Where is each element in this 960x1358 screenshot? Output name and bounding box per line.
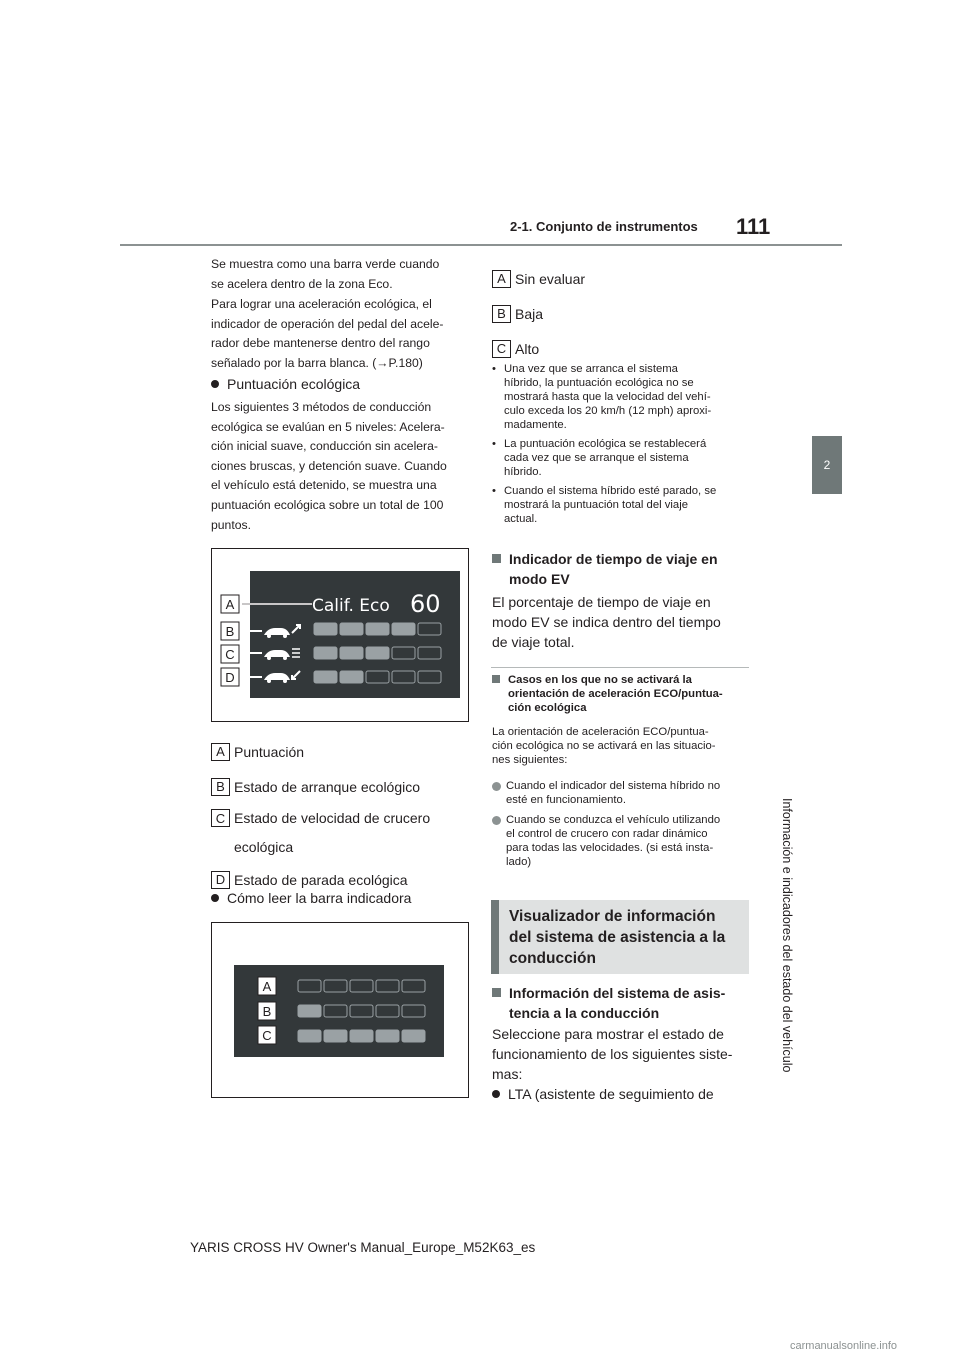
- level-segment: [340, 671, 363, 683]
- text-line: modo EV se indica dentro del tiempo: [492, 614, 721, 630]
- text-line: Indicador de tiempo de viaje en: [509, 551, 718, 567]
- level-segment: [366, 623, 389, 635]
- text-line: modo EV: [509, 571, 570, 587]
- text-line: actual.: [504, 513, 538, 525]
- level-segment: [350, 1030, 373, 1042]
- level-segment: [402, 1030, 425, 1042]
- text-line: mostrará hasta que la velocidad del vehí-: [504, 391, 711, 403]
- cases-list: [492, 779, 752, 869]
- label-text: Sin evaluar: [515, 270, 586, 287]
- text-line: Cuando se conduzca el vehículo utilizando: [506, 814, 721, 826]
- note-bullet: •: [492, 363, 496, 375]
- label-letter: A: [211, 743, 230, 761]
- text-line: funcionamiento de los siguientes siste-: [492, 1046, 733, 1062]
- fig2-letter-c-text: C: [262, 1028, 272, 1043]
- text-line: orientación de aceleración ECO/puntua-: [508, 688, 723, 700]
- eco-score-value: 60: [410, 590, 441, 618]
- heading-assist-info: [492, 983, 752, 1023]
- text-line: ecológica se evalúan en 5 niveles: Acelera-: [211, 419, 445, 434]
- fig1-letter-a-text: A: [225, 597, 235, 612]
- paragraph-eco-methods: [211, 398, 471, 535]
- heading-ev-indicator: [492, 549, 752, 589]
- fig1-letter-a: [221, 595, 239, 613]
- label-letter: B: [211, 778, 230, 796]
- text-line: híbrido.: [504, 466, 542, 478]
- text-line: Visualizador de información: [509, 908, 716, 925]
- bullet-icon: [492, 782, 501, 791]
- text-line: para todas las velocidades. (si está insta-: [506, 842, 714, 854]
- text-line: híbrido, la puntuación ecológica no se: [504, 377, 694, 389]
- bullet-icon: [211, 894, 219, 902]
- label-text: Estado de arranque ecológico: [234, 778, 421, 795]
- chapter-side-title: Información e indicadores del estado del vehículo: [780, 798, 794, 1073]
- text-line: esté en funcionamiento.: [506, 794, 626, 806]
- fig1-letter-c-text: C: [225, 647, 235, 662]
- heading-cases: [492, 673, 752, 715]
- fig1-letter-b: [221, 622, 239, 640]
- label-text: Estado de velocidad de crucero: [234, 810, 431, 826]
- text-line: Casos en los que no se activará la: [508, 674, 692, 686]
- page-number: 111: [736, 214, 771, 239]
- section-title: 2-1. Conjunto de instrumentos: [510, 219, 698, 234]
- paragraph-eco-acceleration: [211, 295, 471, 373]
- text-line: Para lograr una aceleración ecológica, el: [211, 297, 432, 311]
- figure-indicator-bar: [211, 922, 469, 1098]
- label-letter: C: [211, 809, 230, 827]
- watermark[interactable]: carmanualsonline.info: [790, 1340, 898, 1352]
- heading-row: [492, 983, 752, 1023]
- level-segment: [340, 623, 363, 635]
- label-text: Estado de parada ecológica: [234, 871, 408, 888]
- header-rule: [120, 244, 842, 246]
- text-line: mostrará la puntuación total del viaje: [504, 499, 688, 511]
- bullet-text: Puntuación ecológica: [227, 376, 361, 392]
- level-segment: [314, 647, 337, 659]
- bullet-eco-score: [211, 376, 360, 392]
- fig2-letter-a-text: A: [262, 979, 272, 994]
- text-line: ción ecológica: [508, 702, 587, 714]
- case-item: [492, 813, 752, 869]
- label-letter: A: [492, 270, 511, 288]
- fig1-letter-b-text: B: [225, 624, 235, 639]
- fig2-letter-b-text: B: [262, 1004, 272, 1019]
- eco-title: Calif. Eco: [312, 596, 390, 616]
- heading-row: [492, 549, 752, 589]
- heading-row: [492, 673, 752, 715]
- fig2-letter-c: [258, 1026, 276, 1044]
- text-line: El porcentaje de tiempo de viaje en: [492, 594, 711, 610]
- text-line: señalado por la barra blanca. (→P.180): [211, 355, 423, 370]
- level-segment: [340, 647, 363, 659]
- text-line: se acelera dentro de la zona Eco.: [211, 276, 393, 291]
- note-bullet: •: [492, 438, 496, 450]
- text-line: ción inicial suave, conducción sin acelera-: [211, 439, 438, 454]
- text-line: Seleccione para mostrar el estado de: [492, 1026, 724, 1042]
- label-list-fig1: [211, 734, 430, 897]
- label-list-fig2: [492, 261, 585, 366]
- text-line: La puntuación ecológica se restablecerá: [504, 438, 707, 450]
- text-line: mas:: [492, 1066, 523, 1082]
- eco-score-display: [212, 549, 468, 721]
- label-b: [211, 769, 430, 804]
- fig1-letter-d-text: D: [225, 670, 235, 685]
- fig1-letter-d: [221, 668, 239, 686]
- text-line: el control de crucero con radar dinámico: [506, 828, 708, 840]
- text-line: Información del sistema de asis-: [509, 985, 726, 1001]
- level-segment: [314, 671, 337, 683]
- fig2-letter-b: [258, 1002, 276, 1020]
- paragraph-cases: [492, 725, 752, 767]
- text-line: el vehículo está detenido, se muestra una: [211, 478, 437, 493]
- label-c: [211, 804, 430, 832]
- paragraph-ev: [492, 592, 752, 652]
- bullet-lta: [492, 1086, 714, 1102]
- text-line: lado): [506, 856, 532, 868]
- note-item: [492, 484, 752, 526]
- square-bullet-icon: [492, 988, 501, 997]
- text-line: nes siguientes:: [492, 754, 568, 766]
- bullet-icon: [211, 380, 219, 388]
- label-text: Baja: [515, 305, 544, 322]
- label-letter: D: [211, 871, 230, 889]
- figure-eco-score: [211, 548, 469, 722]
- note-item: [492, 437, 752, 479]
- fig1-letter-c: [221, 645, 239, 663]
- text-line: Los siguientes 3 métodos de conducción: [211, 400, 432, 414]
- footer-text: YARIS CROSS HV Owner's Manual_Europe_M52K63_es: [190, 1240, 536, 1255]
- text-line: ciones bruscas, y detención suave. Cuando: [211, 458, 447, 473]
- text-line: del sistema de asistencia a la: [509, 929, 726, 946]
- text-line: La orientación de aceleración ECO/puntua-: [492, 726, 709, 738]
- level-segment: [376, 1030, 399, 1042]
- label-text: Alto: [515, 340, 540, 357]
- bullet-icon: [492, 816, 501, 825]
- text-line: puntuación ecológica sobre un total de 100: [211, 497, 444, 512]
- fig2-letter-a: [258, 977, 276, 995]
- level-segment: [324, 1030, 347, 1042]
- text-line: Una vez que se arranca el sistema: [504, 363, 678, 375]
- text-line: Se muestra como una barra verde cuando: [211, 257, 440, 271]
- bullet-icon: [492, 1090, 500, 1098]
- level-segment: [298, 1030, 321, 1042]
- text-line: puntos.: [211, 517, 251, 532]
- indicator-bar-display: [212, 923, 468, 1097]
- case-item: [492, 779, 752, 807]
- paragraph-assist: [492, 1024, 752, 1084]
- text-line: ción ecológica no se activará en las situacio-: [492, 740, 716, 752]
- square-bullet-icon: [492, 554, 501, 563]
- bullet-text: Cómo leer la barra indicadora: [227, 890, 412, 906]
- label-not-rated: [492, 261, 585, 296]
- text-line: rador debe mantenerse dentro del rango: [211, 336, 430, 351]
- text-line: madamente.: [504, 419, 567, 431]
- text-line: indicador de operación del pedal del acele-: [211, 316, 444, 331]
- text-line: tencia a la conducción: [509, 1005, 660, 1021]
- notes-list: [492, 362, 752, 526]
- bullet-text: LTA (asistente de seguimiento de: [508, 1086, 714, 1102]
- level-segment: [314, 623, 337, 635]
- text-line: de viaje total.: [492, 634, 575, 650]
- bullet-read-bar: [211, 890, 411, 906]
- label-text: Puntuación: [234, 743, 305, 760]
- level-segment: [298, 1005, 321, 1017]
- divider: [491, 667, 749, 668]
- note-bullet: •: [492, 485, 496, 497]
- square-bullet-icon: [492, 675, 500, 683]
- text-line: culo exceda los 20 km/h (12 mph) aproxi-: [504, 405, 712, 417]
- label-letter: C: [492, 340, 511, 358]
- level-segment: [366, 647, 389, 659]
- label-letter: B: [492, 305, 511, 323]
- note-item: [492, 362, 752, 432]
- level-segment: [392, 623, 415, 635]
- label-low: [492, 296, 585, 331]
- label-c-cont: [211, 832, 430, 862]
- text-line: cada vez que se arranque el sistema: [504, 452, 689, 464]
- text-line: conducción: [509, 950, 596, 967]
- text-line: Cuando el indicador del sistema híbrido no: [506, 780, 721, 792]
- label-text: ecológica: [234, 839, 294, 855]
- label-a: [211, 734, 430, 769]
- section-heading-box: [491, 900, 749, 974]
- text-line: Cuando el sistema híbrido esté parado, se: [504, 485, 717, 497]
- label-high: [492, 331, 585, 366]
- paragraph-green-bar: [211, 255, 471, 294]
- chapter-tab[interactable]: 2: [812, 436, 842, 494]
